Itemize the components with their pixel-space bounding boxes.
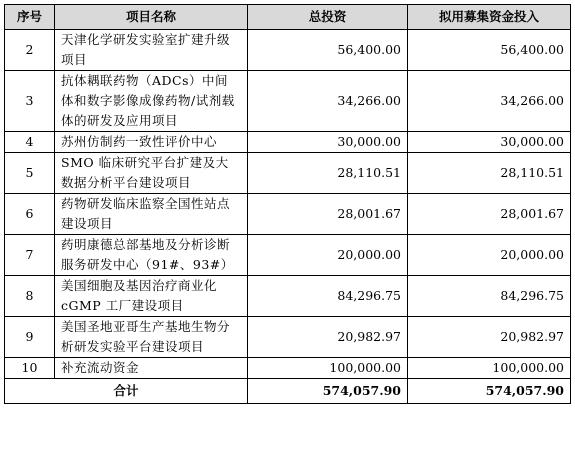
row-raised-funds: 28,001.67 xyxy=(408,194,571,235)
header-project-name: 项目名称 xyxy=(55,5,248,30)
row-raised-funds: 20,982.97 xyxy=(408,317,571,358)
table-row xyxy=(5,194,571,235)
row-no: 2 xyxy=(5,30,55,71)
table-row xyxy=(5,71,571,132)
row-total-investment: 20,982.97 xyxy=(248,317,408,358)
table-row xyxy=(5,30,571,71)
investment-table xyxy=(4,4,571,404)
row-project-name: SMO 临床研究平台扩建及大数据分析平台建设项目 xyxy=(55,153,248,194)
table-row xyxy=(5,276,571,317)
row-total-investment: 56,400.00 xyxy=(248,30,408,71)
row-raised-funds: 20,000.00 xyxy=(408,235,571,276)
row-raised-funds: 34,266.00 xyxy=(408,71,571,132)
row-project-name: 天津化学研发实验室扩建升级项目 xyxy=(55,30,248,71)
table-row xyxy=(5,153,571,194)
header-no: 序号 xyxy=(5,5,55,30)
row-no: 3 xyxy=(5,71,55,132)
row-total-investment: 84,296.75 xyxy=(248,276,408,317)
row-no: 5 xyxy=(5,153,55,194)
row-no: 6 xyxy=(5,194,55,235)
row-raised-funds: 30,000.00 xyxy=(408,132,571,153)
table-row xyxy=(5,317,571,358)
row-no: 4 xyxy=(5,132,55,153)
total-row xyxy=(5,379,571,404)
row-project-name: 苏州仿制药一致性评价中心 xyxy=(55,132,248,153)
total-investment-sum: 574,057.90 xyxy=(248,379,408,404)
row-raised-funds: 84,296.75 xyxy=(408,276,571,317)
table-row xyxy=(5,132,571,153)
row-total-investment: 30,000.00 xyxy=(248,132,408,153)
header-raised-funds: 拟用募集资金投入 xyxy=(408,5,571,30)
row-total-investment: 28,110.51 xyxy=(248,153,408,194)
table-row xyxy=(5,235,571,276)
row-no: 8 xyxy=(5,276,55,317)
row-total-investment: 34,266.00 xyxy=(248,71,408,132)
table-header-row xyxy=(5,5,571,30)
row-total-investment: 20,000.00 xyxy=(248,235,408,276)
row-project-name: 药物研发临床监察全国性站点建设项目 xyxy=(55,194,248,235)
total-label: 合计 xyxy=(5,379,248,404)
row-raised-funds: 56,400.00 xyxy=(408,30,571,71)
row-total-investment: 100,000.00 xyxy=(248,358,408,379)
row-project-name: 美国细胞及基因治疗商业化cGMP 工厂建设项目 xyxy=(55,276,248,317)
row-no: 9 xyxy=(5,317,55,358)
row-raised-funds: 28,110.51 xyxy=(408,153,571,194)
header-total-investment: 总投资 xyxy=(248,5,408,30)
row-project-name: 药明康德总部基地及分析诊断服务研发中心（91#、93#） xyxy=(55,235,248,276)
row-no: 7 xyxy=(5,235,55,276)
total-raised-sum: 574,057.90 xyxy=(408,379,571,404)
row-total-investment: 28,001.67 xyxy=(248,194,408,235)
row-project-name: 美国圣地亚哥生产基地生物分析研发实验平台建设项目 xyxy=(55,317,248,358)
row-no: 10 xyxy=(5,358,55,379)
row-project-name: 补充流动资金 xyxy=(55,358,248,379)
row-project-name: 抗体耦联药物（ADCs）中间体和数字影像成像药物/试剂载体的研发及应用项目 xyxy=(55,71,248,132)
table-row xyxy=(5,358,571,379)
row-raised-funds: 100,000.00 xyxy=(408,358,571,379)
